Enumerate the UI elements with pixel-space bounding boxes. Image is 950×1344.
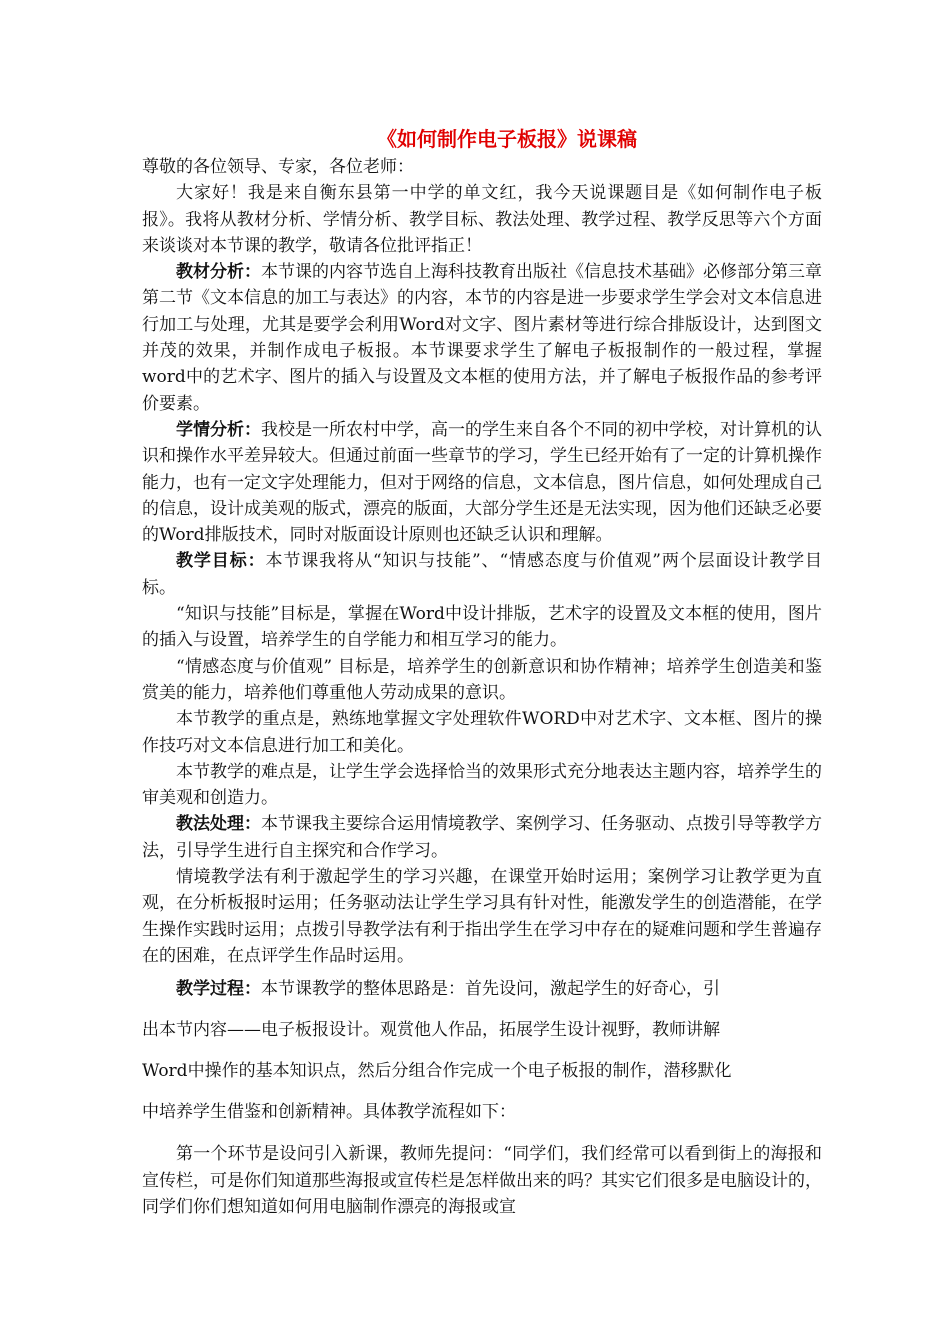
material-analysis-paragraph xyxy=(142,259,822,417)
emotion-goal-paragraph: “情感态度与价值观” 目标是，培养学生的创新意识和协作精神；培养学生创造美和鉴赏美的能力，培养他们尊重他人劳动成果的意识。 xyxy=(142,656,822,703)
difficulty-paragraph: 本节教学的难点是，让学生学会选择恰当的效果形式充分地表达主题内容，培养学生的审美观和创造力。 xyxy=(142,761,822,809)
greeting: 尊敬的各位领导、专家，各位老师： xyxy=(142,157,414,177)
material-analysis-text: 本节课的内容节选自上海科技教育出版社《信息技术基础》必修部分第三章第二节《文本信息的加工与表达》的内容，本节的内容是进一步要求学生学会对文本信息进行加工与处理，尤其是要学会利用Word对文字、图片素材等进行综合排版设计，达到图文并茂的效果，并制作成电子板报。本节课要求学生了解电子板报制作的一般过程，掌握word中的艺术字、图片的插入与设置及文本框的使用方法，并了解电子板报作品的参考评价要素。 xyxy=(142,262,822,414)
learner-analysis-label: 学情分析： xyxy=(176,419,261,440)
key-point-paragraph: 本节教学的重点是，熟练地掌握文字处理软件WORD中对艺术字、文本框、图片的操作技巧对文本信息进行加工和美化。 xyxy=(142,709,822,756)
process-line-1-text: 本节课教学的整体思路是：首先设问，激起学生的好奇心，引 xyxy=(261,979,720,1000)
material-analysis-label: 教材分析： xyxy=(176,262,261,283)
document-page xyxy=(142,126,822,1220)
process-line-2: 出本节内容——电子板报设计。观赏他人作品，拓展学生设计视野，教师讲解 xyxy=(142,1020,720,1041)
document-title: 《如何制作电子板报》说课稿 xyxy=(377,127,637,151)
process-line-4: 中培养学生借鉴和创新精神。具体教学流程如下： xyxy=(142,1102,516,1123)
knowledge-goal-paragraph: “知识与技能”目标是，掌握在Word中设计排版，艺术字的设置及文本框的使用，图片的插入与设置，培养学生的自学能力和相互学习的能力。 xyxy=(142,604,822,651)
teaching-goal-label: 教学目标： xyxy=(176,551,266,572)
method-text: 本节课我主要综合运用情境教学、案例学习、任务驱动、点拨引导等教学方法，引导学生进行自主探究和合作学习。 xyxy=(142,814,822,861)
teaching-goal-text: 本节课我将从“知识与技能”、“情感态度与价值观”两个层面设计教学目标。 xyxy=(142,551,823,598)
process-section xyxy=(142,969,822,1133)
process-line-3: Word中操作的基本知识点，然后分组合作完成一个电子板报的制作，潜移默化 xyxy=(142,1061,732,1082)
learner-analysis-text: 我校是一所农村中学，高一的学生来自各个不同的初中学校，对计算机的认识和操作水平差异较大。但通过前面一些章节的学习，学生已经开始有了一定的计算机操作能力，也有一定文字处理能力，但对于网络的信息，文本信息，图片信息，如何处理成自己的信息，设计成美观的版式，漂亮的版面，大部分学生还是无法实现，因为他们还缺乏必要的Word排版技术，同时对版面设计原则也还缺乏认识和理解。 xyxy=(142,419,822,546)
teaching-goal-paragraph xyxy=(142,548,822,601)
process-line-1 xyxy=(142,969,822,1010)
method-detail-paragraph: 情境教学法有利于激起学生的学习兴趣，在课堂开始时运用；案例学习让教学更为直观，在分析板报时运用；任务驱动法让学生学习具有针对性，能激发学生的创造潜能，在学生操作实践时运用；点拨引导教学法有利于指出学生在学习中存在的疑难问题和学生普遍存在的困难，在点评学生作品时运用。 xyxy=(142,867,822,966)
learner-analysis-paragraph xyxy=(142,417,822,548)
step-1-paragraph: 第一个环节是设问引入新课，教师先提问：“同学们，我们经常可以看到街上的海报和宣传栏，可是你们知道那些海报或宣传栏是怎样做出来的吗？其实它们很多是电脑设计的，同学们你们想知道如何用电脑制作漂亮的海报或宣 xyxy=(142,1144,822,1217)
process-label: 教学过程： xyxy=(176,979,261,1000)
method-label: 教法处理： xyxy=(176,814,261,835)
method-paragraph xyxy=(142,811,822,864)
intro-paragraph: 大家好！我是来自衡东县第一中学的单文红，我今天说课题目是《如何制作电子板报》。我将从教材分析、学情分析、教学目标、教法处理、教学过程、教学反思等六个方面来谈谈对本节课的教学，敬请各位批评指正！ xyxy=(142,183,822,256)
